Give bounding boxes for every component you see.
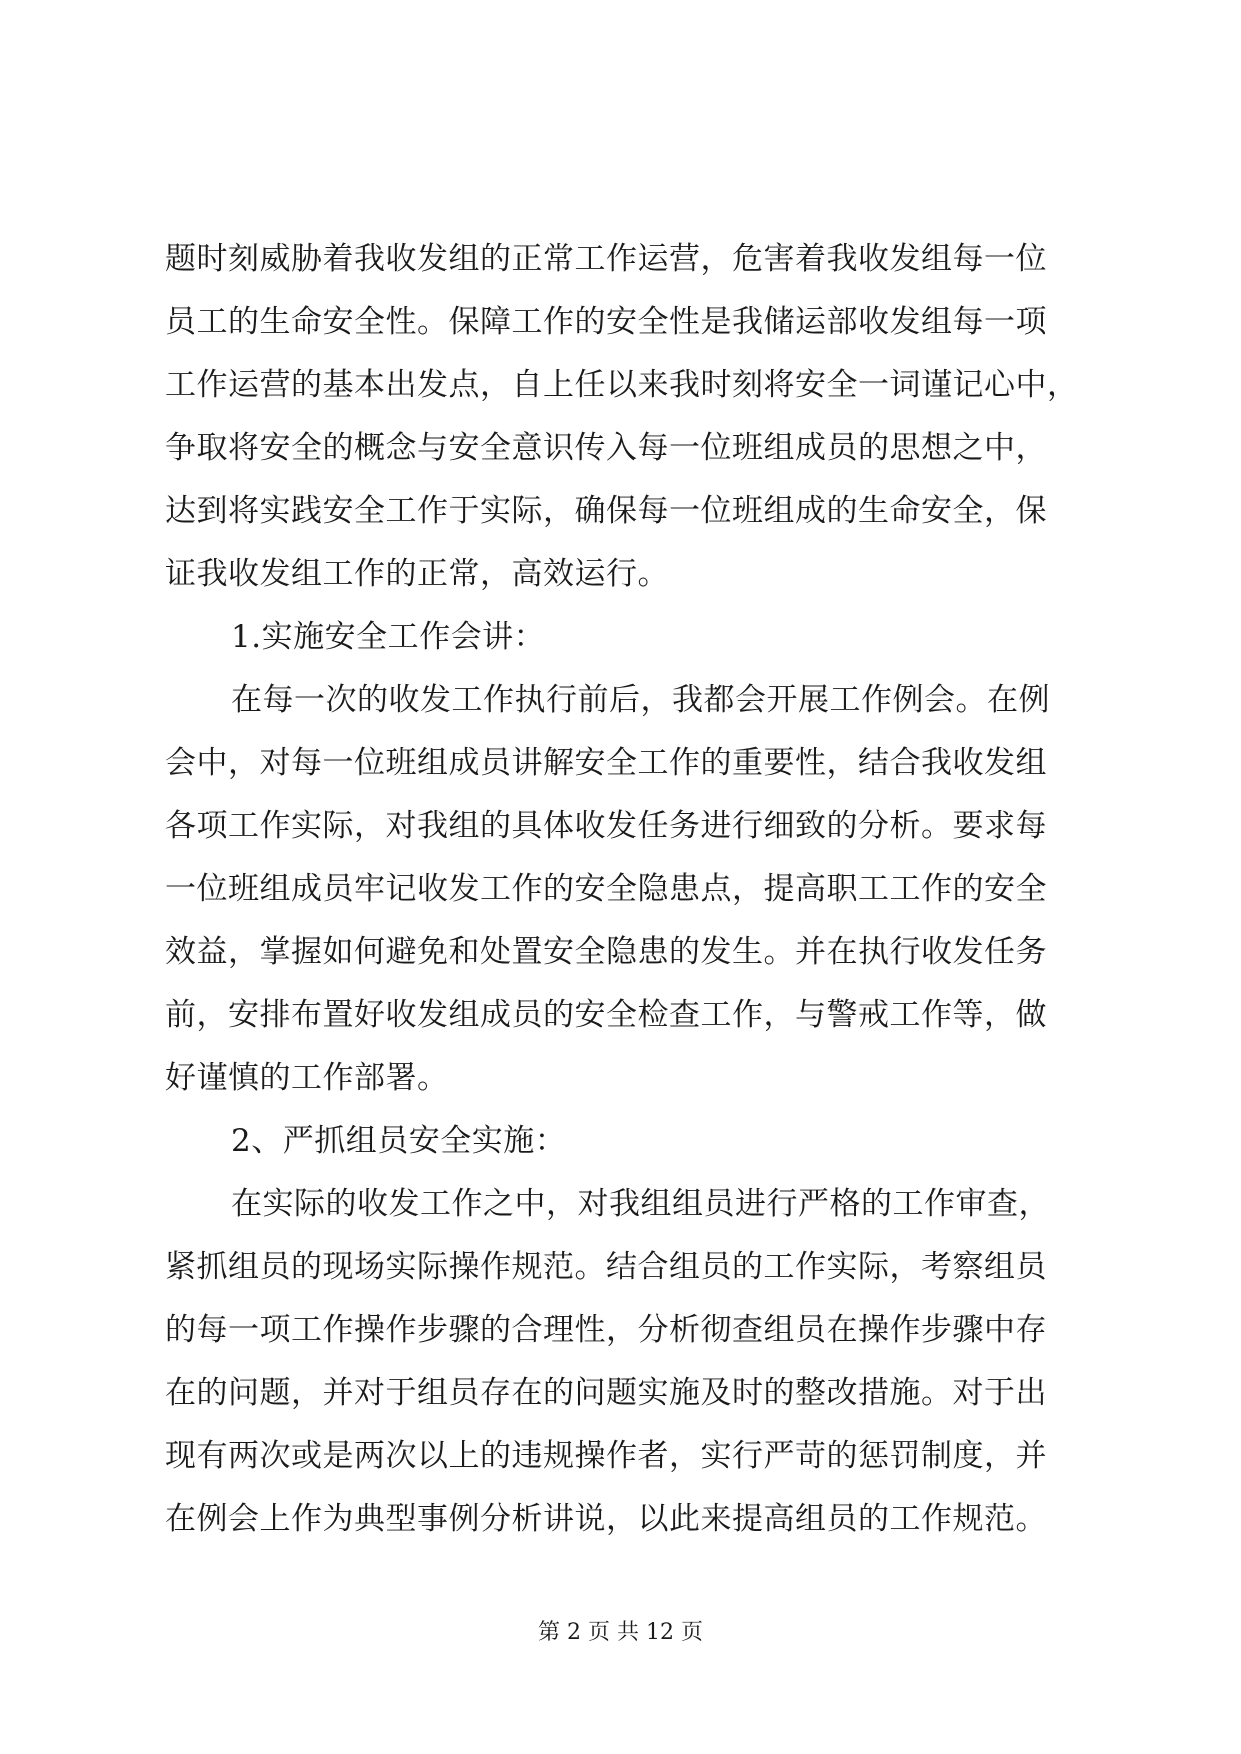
page-number-footer: 第 2 页 共 12 页 [538, 1620, 703, 1645]
text-line: 的每一项工作操作步骤的合理性，分析彻查组员在操作步骤中存 [165, 1312, 1047, 1348]
text-line: 一位班组成员牢记收发工作的安全隐患点，提高职工工作的安全 [165, 871, 1047, 907]
text-line: 在的问题，并对于组员存在的问题实施及时的整改措施。对于出 [165, 1375, 1047, 1411]
text-line: 紧抓组员的现场实际操作规范。结合组员的工作实际，考察组员 [165, 1249, 1047, 1285]
text-line: 争取将安全的概念与安全意识传入每一位班组成员的思想之中， [165, 430, 1047, 466]
text-line: 会中，对每一位班组成员讲解安全工作的重要性，结合我收发组 [165, 745, 1047, 781]
text-line: 员工的生命安全性。保障工作的安全性是我储运部收发组每一项 [165, 304, 1047, 340]
text-line: 前，安排布置好收发组成员的安全检查工作，与警戒工作等，做 [165, 997, 1047, 1033]
text-line: 各项工作实际，对我组的具体收发任务进行细致的分析。要求每 [165, 808, 1047, 844]
text-line: 现有两次或是两次以上的违规操作者，实行严苛的惩罚制度，并 [165, 1438, 1047, 1474]
text-line: 好谨慎的工作部署。 [165, 1060, 449, 1096]
text-line: 题时刻威胁着我收发组的正常工作运营，危害着我收发组每一位 [165, 241, 1047, 277]
section-heading-1: 1.实施安全工作会讲： [231, 619, 546, 655]
text-line: 效益，掌握如何避免和处置安全隐患的发生。并在执行收发任务 [165, 934, 1047, 970]
text-line: 在每一次的收发工作执行前后，我都会开展工作例会。在例 [231, 682, 1050, 718]
text-line: 证我收发组工作的正常，高效运行。 [165, 556, 669, 592]
text-line: 工作运营的基本出发点，自上任以来我时刻将安全一词谨记心中， [165, 367, 1079, 403]
text-line: 在实际的收发工作之中，对我组组员进行严格的工作审查， [231, 1186, 1050, 1222]
text-line: 在例会上作为典型事例分析讲说，以此来提高组员的工作规范。 [165, 1501, 1047, 1537]
section-heading-2: 2、严抓组员安全实施： [231, 1123, 567, 1159]
text-line: 达到将实践安全工作于实际，确保每一位班组成的生命安全，保 [165, 493, 1047, 529]
body-text [165, 228, 1095, 1551]
